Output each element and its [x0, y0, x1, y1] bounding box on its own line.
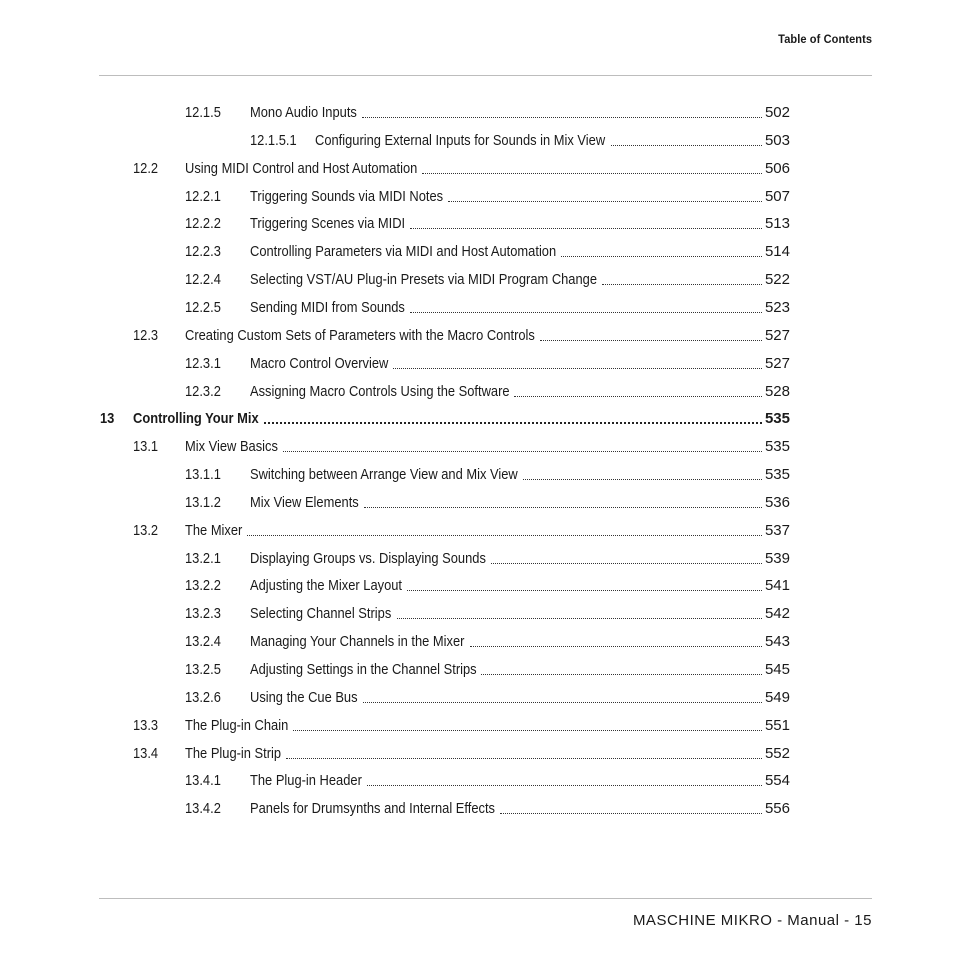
toc-entry-number: 12.3.1 — [185, 354, 221, 372]
toc-entry-page: 527 — [764, 326, 790, 344]
toc-entry[interactable] — [0, 716, 954, 736]
toc-entry-number: 12.1.5.1 — [250, 131, 297, 149]
toc-entry-title: Switching between Arrange View and Mix View — [250, 466, 518, 484]
toc-entry-title: Mix View Elements — [250, 493, 359, 511]
dot-leader — [283, 450, 762, 452]
toc-entry-page: 528 — [764, 382, 790, 400]
toc-entry-number: 13.2.1 — [185, 549, 221, 567]
dot-leader — [602, 283, 762, 285]
toc-entry-page: 503 — [764, 131, 790, 149]
dot-leader — [247, 534, 762, 536]
toc-entry-number: 13.1.2 — [185, 493, 221, 511]
dot-leader — [514, 395, 762, 397]
toc-entry-page: 536 — [764, 493, 790, 511]
toc-entry-page: 556 — [764, 800, 790, 818]
toc-entry-page: 552 — [764, 744, 790, 762]
dot-leader — [448, 200, 762, 202]
toc-entry[interactable] — [0, 214, 954, 234]
toc-entry-title: Adjusting Settings in the Channel Strips — [250, 661, 477, 678]
dot-leader — [410, 311, 762, 313]
toc-entry-page: 535 — [764, 438, 790, 456]
toc-entry-page: 549 — [764, 688, 790, 706]
toc-entry-title: Using MIDI Control and Host Automation — [185, 159, 418, 177]
toc-entry[interactable] — [0, 159, 954, 179]
toc-entry-title: Assigning Macro Controls Using the Software — [250, 382, 510, 400]
toc-entry-title: Sending MIDI from Sounds — [250, 298, 405, 316]
toc-entry-number: 13.4 — [133, 744, 159, 762]
toc-entry-title: Managing Your Channels in the Mixer — [250, 633, 465, 651]
toc-entry-number: 12.1.5 — [185, 104, 221, 121]
toc-entry-title: Mono Audio Inputs — [250, 104, 357, 121]
toc-entry-title: The Plug-in Header — [250, 772, 362, 790]
dot-leader — [362, 116, 762, 118]
toc-entry-number: 13.4.2 — [185, 800, 221, 818]
dot-leader — [500, 812, 762, 814]
toc-entry[interactable] — [0, 799, 954, 819]
toc-entry-number: 13.2.4 — [185, 633, 221, 651]
toc-entry[interactable] — [0, 688, 954, 708]
toc-entry-title: Triggering Scenes via MIDI — [250, 215, 406, 233]
toc-entry-number: 12.2.2 — [185, 215, 221, 233]
toc-entry[interactable] — [0, 521, 954, 541]
toc-entry-title: Displaying Groups vs. Displaying Sounds — [250, 549, 486, 567]
toc-entry[interactable] — [0, 744, 954, 764]
toc-entry-page: 545 — [764, 661, 790, 678]
toc-entry-number: 12.2.3 — [185, 243, 221, 261]
toc-entry-page: 541 — [764, 577, 790, 595]
toc-entry-page: 514 — [764, 243, 790, 261]
toc-entry-page: 535 — [764, 466, 790, 484]
footer-divider — [99, 898, 872, 899]
toc-entry-number: 13 — [100, 410, 115, 428]
dot-leader — [363, 701, 762, 703]
dot-leader — [393, 367, 762, 369]
toc-entry-number: 12.2 — [133, 159, 159, 177]
toc-entry-number: 13.2.3 — [185, 605, 221, 623]
toc-entry[interactable] — [0, 131, 954, 151]
toc-entry-title: The Plug-in Strip — [185, 744, 282, 762]
toc-entry-number: 13.1 — [133, 438, 159, 456]
dot-leader — [407, 589, 762, 591]
toc-entry-page: 542 — [764, 605, 790, 623]
toc-entry-page: 543 — [764, 633, 790, 651]
toc-entry-number: 13.2 — [133, 521, 159, 539]
toc-entry[interactable] — [0, 270, 954, 290]
toc-entry-number: 12.2.4 — [185, 271, 221, 289]
toc-entry[interactable] — [0, 771, 954, 791]
toc-entry[interactable] — [0, 493, 954, 513]
toc-entry-page: 527 — [764, 354, 790, 372]
toc-entry-title: The Plug-in Chain — [185, 716, 289, 734]
dot-leader — [540, 339, 762, 341]
toc-entry[interactable] — [0, 632, 954, 652]
toc-entry-number: 13.1.1 — [185, 466, 221, 484]
dot-leader — [470, 645, 762, 647]
toc-entry[interactable] — [0, 660, 954, 680]
dot-leader — [481, 673, 762, 675]
toc-entry-title: Mix View Basics — [185, 438, 278, 456]
dot-leader — [410, 227, 762, 229]
toc-entry-number: 12.3.2 — [185, 382, 221, 400]
toc-entry-page: 506 — [764, 159, 790, 177]
toc-entry-title: Macro Control Overview — [250, 354, 389, 372]
toc-entry-page: 502 — [764, 104, 790, 121]
toc-entry-title: Adjusting the Mixer Layout — [250, 577, 403, 595]
toc-entry-title: Configuring External Inputs for Sounds in Mix View — [315, 131, 606, 149]
toc-entry[interactable] — [0, 549, 954, 569]
dot-leader — [367, 784, 762, 786]
dot-leader — [264, 421, 762, 424]
toc-entry-number: 12.2.1 — [185, 187, 221, 205]
toc-entry-number: 13.2.5 — [185, 661, 221, 678]
dot-leader — [286, 757, 762, 759]
toc-entry-page: 539 — [764, 549, 790, 567]
toc-entry[interactable] — [0, 382, 954, 402]
toc-entry[interactable] — [0, 326, 954, 346]
toc-entry[interactable] — [0, 437, 954, 457]
toc-entry-title: Selecting Channel Strips — [250, 605, 392, 623]
toc-entry-title: Controlling Parameters via MIDI and Host Automation — [250, 243, 557, 261]
dot-leader — [364, 506, 762, 508]
toc-entry-number: 13.2.2 — [185, 577, 221, 595]
toc-entry-number: 13.4.1 — [185, 772, 221, 790]
toc-entry[interactable] — [0, 576, 954, 596]
toc-entry-page: 513 — [764, 215, 790, 233]
toc-entry-page: 523 — [764, 298, 790, 316]
toc-entry-page: 551 — [764, 716, 790, 734]
toc-entry-page: 507 — [764, 187, 790, 205]
dot-leader — [293, 729, 762, 731]
toc-entry[interactable] — [0, 465, 954, 485]
toc-entry[interactable] — [0, 187, 954, 207]
footer-text: MASCHINE MIKRO - Manual - 15 — [632, 912, 872, 929]
toc-entry-page: 522 — [764, 271, 790, 289]
toc-entry[interactable] — [0, 103, 954, 123]
dot-leader — [523, 478, 762, 480]
toc-entry-title: The Mixer — [185, 521, 243, 539]
dot-leader — [422, 172, 762, 174]
toc-entry-page: 554 — [764, 772, 790, 790]
toc-entry-number: 13.2.6 — [185, 688, 221, 706]
toc-entry-title: Triggering Sounds via MIDI Notes — [250, 187, 444, 205]
toc-entry-number: 12.2.5 — [185, 298, 221, 316]
toc-entry[interactable] — [0, 298, 954, 318]
toc-entry-title: Creating Custom Sets of Parameters with the Macro Controls — [185, 326, 535, 344]
dot-leader — [491, 562, 762, 564]
toc-entry-page: 537 — [764, 521, 790, 539]
toc-entry-page: 535 — [764, 410, 790, 428]
toc-entry-number: 13.3 — [133, 716, 159, 734]
toc-entry-title: Controlling Your Mix — [133, 410, 259, 428]
header-divider — [99, 75, 872, 76]
toc-entry-title: Selecting VST/AU Plug-in Presets via MIDI Program Change — [250, 271, 598, 289]
toc-entry-title: Panels for Drumsynths and Internal Effects — [250, 800, 495, 818]
dot-leader — [397, 617, 762, 619]
toc-entry[interactable] — [0, 242, 954, 262]
header-title: Table of Contents — [778, 32, 872, 46]
toc-entry-title: Using the Cue Bus — [250, 688, 358, 706]
dot-leader — [561, 255, 762, 257]
dot-leader — [611, 144, 762, 146]
toc-entry[interactable] — [0, 604, 954, 624]
toc-entry-number: 12.3 — [133, 326, 159, 344]
toc-entry[interactable] — [0, 409, 954, 429]
toc-entry[interactable] — [0, 354, 954, 374]
